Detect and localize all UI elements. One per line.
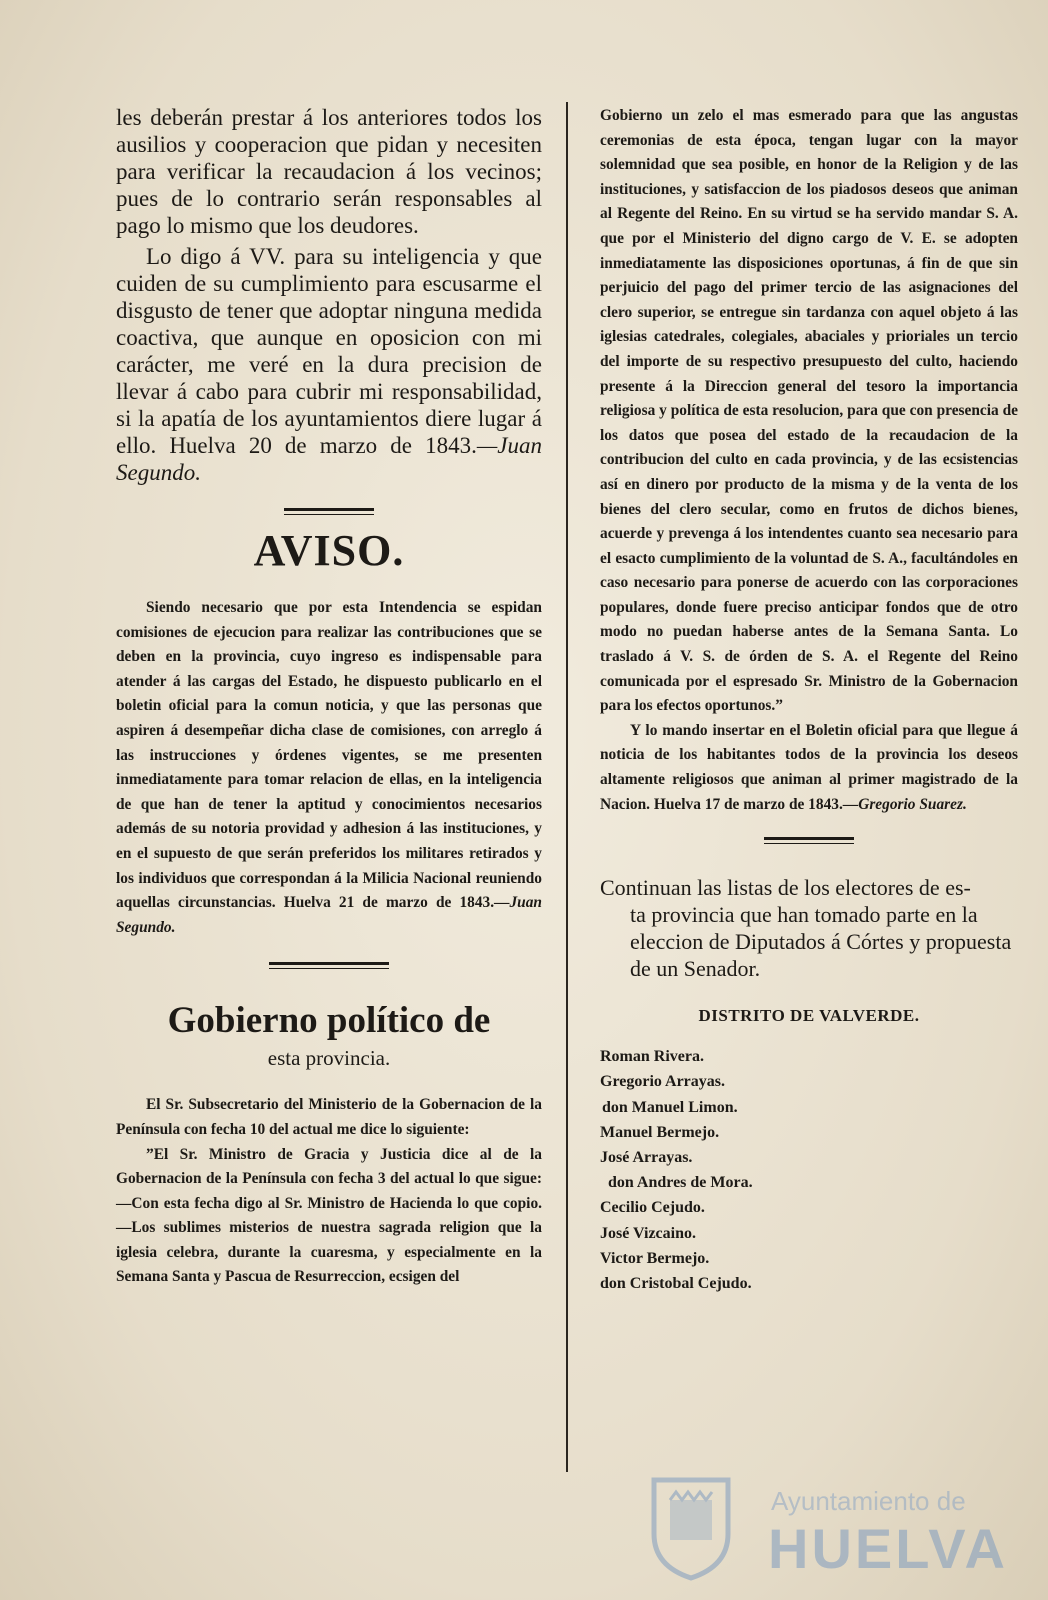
section-rule bbox=[284, 508, 374, 515]
closing-text: Lo digo á VV. para su inteligencia y que cuiden de su cumplimiento para escusarme el disgusto de tener que adoptar ninguna medida coactiva, que aunque en oposicion con mi carácter, me veré en la dura precision de llevar á cabo para cubrir mi responsabilidad, si la apatía de los ayuntamientos diere lugar á ello. Huelva 20 de marzo de 1843. bbox=[116, 244, 542, 458]
elector-name: Gregorio Arrayas. bbox=[600, 1073, 726, 1091]
right-column bbox=[600, 104, 1018, 1296]
left-column bbox=[116, 104, 542, 1290]
shield-icon bbox=[646, 1474, 736, 1582]
gobierno-subheading: esta provincia. bbox=[267, 1046, 391, 1071]
elector-name: Roman Rivera. bbox=[600, 1048, 704, 1066]
elector-name: José Vizcaino. bbox=[600, 1224, 696, 1242]
left-paragraph-closing bbox=[116, 243, 542, 486]
right-paragraph-continuation: Gobierno un zelo el mas esmerado para que las angustas ceremonias de esta época, tengan lugar con la mayor solemnidad que sea posible, en honor de la Religion y de las instituciones, y satisfaccion de los piadosos deseos que animan al Regente del Reino. En su virtud se ha servido mandar S. A. que por el Ministerio del digno cargo de V. E. se adopten inmediatamente las disposiciones oportunas, á fin de que sin perjuicio del pago del primer tercio de las asignaciones del clero superior, se entregue sin tardanza con aquel objeto á las iglesias catedrales, colegiales, abaciales y prioriales un tercio del importe de su respectivo presupuesto del culto, haciendo presente á la Direccion general del tesoro la importancia religiosa y política de esta resolucion, para que con presencia de los datos que posea del estado de la recaudacion de la contribucion del culto en cada provincia, y de las ecsistencias así en dinero por producto de la misma y de la venta de los bienes del clero secular, como en frutos de dichos bienes, acuerde y prevenga á los intendentes cuanto sea necesario para el esacto cumplimiento de la voluntad de S. A., facultándoles en caso necesario para ponerse de acuerdo con las corporaciones populares, donde fuere preciso anticipar fondos que de otro modo no puedan haberse antes de la Semana Santa. Lo traslado á V. S. de órden de S. A. el Regente del Reino comunicada por el espresado Sr. Ministro de la Gobernacion para los efectos oportunos.” bbox=[600, 107, 1018, 715]
electors-heading bbox=[600, 874, 1018, 982]
section-rule bbox=[269, 962, 389, 969]
aviso-signature: —Juan Segundo. bbox=[116, 894, 542, 936]
electors-heading-rest: ta provincia que han tomado parte en la eleccion de Diputados á Córtes y propuesta de un Senador. bbox=[630, 902, 1012, 982]
gobierno-quote: ”El Sr. Ministro de Gracia y Justicia dice al de la Gobernacion de la Península con fecha 3 del actual lo que sigue:—Con esta fecha digo al Sr. Ministro de Hacienda lo que copio.—Los sublimes misterios de nuestra sagrada religion que la iglesia celebra, durante la cuaresma, y especialmente en la Semana Santa y Pascua de Resurreccion, ecsigen del bbox=[116, 1145, 542, 1286]
aviso-body: Siendo necesario que por esta Intendencia se espidan comisiones de ejecucion para realizar las contribuciones que se deben en la provincia, cuyo ingreso es indispensable para atender á las cargas del Estado, he dispuesto publicarlo en el boletin oficial para la comun noticia, y que las personas que aspiren á desempeñar dicha clase de comisiones, con arreglo á las instrucciones y órdenes vigentes, se me presenten inmediatamente para tomar relacion de ellas, en la inteligencia de que han de tener la aptitud y conocimientos necesarios además de su notoria providad y adhesion á las instituciones, y en el supuesto de que serán preferidos los militares retirados y los individuos que correspondan á la Milicia Nacional reuniendo aquellas circunstancias. Huelva 21 de marzo de 1843. bbox=[116, 599, 542, 912]
watermark-line1: Ayuntamiento de bbox=[771, 1486, 966, 1516]
gobierno-heading: Gobierno político de bbox=[167, 1000, 491, 1042]
elector-name: José Arrayas. bbox=[600, 1149, 693, 1167]
elector-name: don Andres de Mora. bbox=[608, 1174, 753, 1192]
closing-signature: —Juan Segundo. bbox=[116, 433, 542, 485]
left-paragraph-continuation: les deberán prestar á los anteriores todos los ausilios y cooperacion que pidan y necesiten para verificar la recaudacion á los vecinos; pues de lo contrario serán responsables al pago lo mismo que los deudores. bbox=[116, 105, 542, 238]
electors-heading-line1: Continuan las listas de los electores de es- bbox=[600, 875, 971, 901]
elector-name: Cecilio Cejudo. bbox=[600, 1199, 705, 1217]
aviso-heading: AVISO. bbox=[253, 526, 405, 575]
elector-name: don Cristobal Cejudo. bbox=[600, 1275, 752, 1293]
order-signature: —Gregorio Suarez. bbox=[842, 795, 967, 813]
section-rule bbox=[764, 837, 854, 844]
archive-watermark bbox=[646, 1474, 1026, 1586]
electors-list bbox=[600, 1044, 1018, 1296]
district-title: DISTRITO DE VALVERDE. bbox=[698, 1006, 920, 1026]
watermark-line2: HUELVA bbox=[768, 1517, 1008, 1580]
elector-name: Manuel Bermejo. bbox=[600, 1123, 720, 1141]
elector-name: don Manuel Limon. bbox=[602, 1098, 738, 1116]
gobierno-intro: El Sr. Subsecretario del Ministerio de la Gobernacion de la Península con fecha 10 del actual me dice lo siguiente: bbox=[116, 1096, 542, 1138]
order-text: Y lo mando insertar en el Boletin oficial para que llegue á noticia de los habitantes todos de la provincia los deseos altamente religiosos que animan al primer magistrado de la Nacion. Huelva 17 de marzo de 1843. bbox=[600, 721, 1018, 813]
right-paragraph-closing bbox=[600, 719, 1018, 817]
column-divider bbox=[566, 102, 568, 1472]
elector-name: Victor Bermejo. bbox=[600, 1249, 710, 1267]
aviso-text bbox=[116, 596, 542, 940]
